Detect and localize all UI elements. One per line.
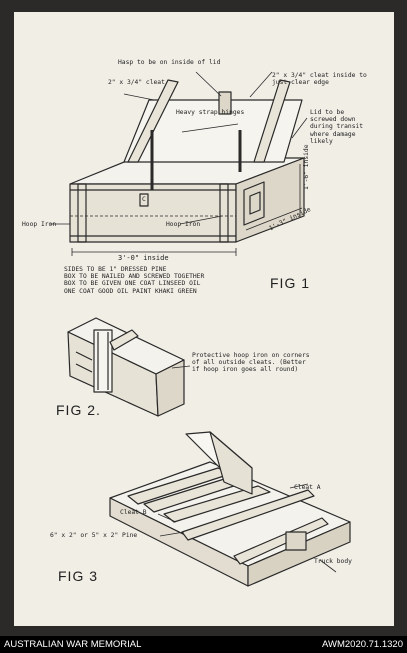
truck-body-label: Truck body (314, 558, 352, 565)
cleat-left-label: 2" x 3/4" cleat (108, 79, 165, 86)
depth-dimension-label: 1'-3" inside (268, 206, 312, 233)
cleat-a-label: Cleat A (294, 484, 321, 491)
accession-number: AWM2020.71.1320 (322, 639, 403, 650)
hoop-iron-left-label: Hoop Iron (22, 221, 57, 228)
institution-name: AUSTRALIAN WAR MEMORIAL (4, 639, 142, 650)
specifications-text: SIDES TO BE 1" DRESSED PINE BOX TO BE NAILED AND SCREWED TOGETHER BOX TO BE GIVEN ONE COAT LINSEED OIL ONE COAT GOOD OIL PAINT KHAKI GREEN (64, 266, 205, 295)
hasp-label: Hasp to be on inside of lid (118, 59, 221, 66)
cleat-right-label: 2" x 3/4" cleat inside to just clear edge (272, 72, 367, 87)
lid-note-label: Lid to be screwed down during transit where damage likely (310, 109, 364, 145)
fig-1-caption: FIG 1 (270, 275, 311, 291)
pine-size-label: 6" x 2" or 5" x 2" Pine (50, 532, 138, 539)
height-dimension-label: 1'-6" inside (303, 144, 310, 190)
cleat-b-label: Cleat B (120, 509, 147, 516)
hoop-iron-mid-label: Hoop Iron (166, 221, 201, 228)
hoop-iron-note: Protective hoop iron on corners of all outside cleats. (Better if hoop iron goes all round) (192, 352, 310, 374)
fig-2-caption: FIG 2. (56, 402, 101, 418)
document-page (14, 12, 394, 626)
fig-3-caption: FIG 3 (58, 568, 99, 584)
box-c-mark: C (142, 196, 146, 203)
hinges-label: Heavy strap hinges (176, 109, 245, 116)
footer-bar (0, 636, 407, 653)
width-dimension-label: 3'-0" inside (118, 254, 169, 262)
